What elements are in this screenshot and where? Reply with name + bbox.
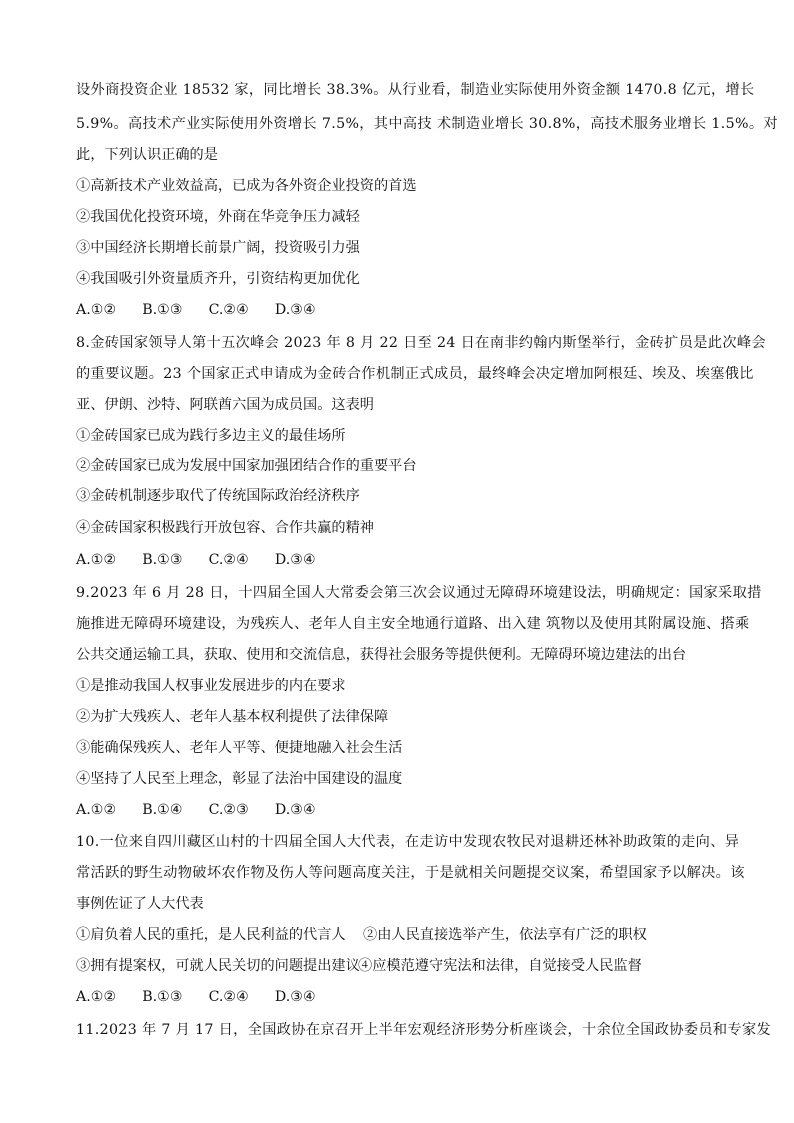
question-stem: 亚、伊朗、沙特、阿联酋六国为成员国。这表明 (76, 397, 374, 413)
option-statement: ①是推动我国人权事业发展进步的内在要求 (76, 678, 346, 694)
paragraph-line: 设外商投资企业 18532 家，同比增长 38.3%。从行业看，制造业实际使用外资金额 1470.8 亿元，增长 (76, 82, 755, 98)
option-statement: ②为扩大残疾人、老年人基本权利提供了法律保障 (76, 709, 389, 725)
option-statement: ④金砖国家积极践行开放包容、合作共赢的精神 (76, 520, 374, 536)
option-statement: ②金砖国家已成为发展中国家加强团结合作的重要平台 (76, 458, 417, 474)
option-statement: ②由人民直接选举产生，依法享有广泛的职权 (363, 927, 647, 943)
question-stem: 事例佐证了人大代表 (76, 896, 204, 912)
answer-choice: D.③④ (274, 989, 316, 1005)
answer-choice: D.③④ (274, 552, 316, 568)
option-statement: ③能确保残疾人、老年人平等、便捷地融入社会生活 (76, 740, 403, 756)
answer-choice: B.①③ (142, 989, 183, 1005)
answer-choice: C.②③ (208, 802, 249, 818)
option-statement: ③拥有提案权，可就人民关切的问题提出建议 (76, 958, 360, 974)
answer-choices-q9 (76, 800, 316, 820)
question-10-line: 10.一位来自四川藏区山村的十四届全国人大代表，在走访中发现农牧民对退耕还林补助政策的走向、异 (76, 834, 740, 850)
answer-choices-q8 (76, 550, 316, 570)
answer-choice: B.①④ (142, 802, 183, 818)
option-statement: ④坚持了人民至上理念，彰显了法治中国建设的温度 (76, 771, 403, 787)
answer-choice: D.③④ (274, 802, 316, 818)
option-statement: ①高新技术产业效益高，已成为各外资企业投资的首选 (76, 178, 417, 194)
option-statement: ④我国吸引外资量质齐升，引资结构更加优化 (76, 271, 360, 287)
answer-choice: C.②④ (208, 302, 249, 318)
option-statement: ③中国经济长期增长前景广阔，投资吸引力强 (76, 240, 360, 256)
answer-choices-q10 (76, 987, 316, 1007)
question-9-line: 9.2023 年 6 月 28 日，十四届全国人大常委会第三次会议通过无障碍环境建设法，明确规定：国家采取措 (76, 585, 762, 601)
option-statement: ②我国优化投资环境，外商在华竞争压力减轻 (76, 209, 360, 225)
option-statement: ③金砖机制逐步取代了传统国际政治经济秩序 (76, 488, 360, 504)
answer-choice: A.①② (76, 302, 117, 318)
question-11-line: 11.2023 年 7 月 17 日，全国政协在京召开上半年宏观经济形势分析座谈会，十余位全国政协委员和专家发 (76, 1022, 772, 1038)
option-statement-pair (76, 925, 647, 945)
answer-choice: A.①② (76, 802, 117, 818)
option-statement: ①金砖国家已成为践行多边主义的最佳场所 (76, 428, 346, 444)
option-statement: ①肩负着人民的重托，是人民利益的代言人 (76, 927, 346, 943)
question-stem: 此，下列认识正确的是 (76, 147, 218, 163)
answer-choice: A.①② (76, 552, 117, 568)
option-statement-pair (76, 956, 642, 976)
answer-choice: C.②④ (208, 552, 249, 568)
answer-choice: C.②④ (208, 989, 249, 1005)
answer-choices-q7 (76, 300, 316, 320)
paragraph-line: 公共交通运输工具，获取、使用和交流信息，获得社会服务等提供便利。无障碍环境边建法的出台 (76, 647, 687, 663)
option-statement: ④应模范遵守宪法和法律，自觉接受人民监督 (358, 958, 642, 974)
answer-choice: B.①③ (142, 302, 183, 318)
question-8-line: 8.金砖国家领导人第十五次峰会 2023 年 8 月 22 日至 24 日在南非约翰内斯堡举行，金砖扩员是此次峰会 (76, 335, 766, 351)
answer-choice: A.①② (76, 989, 117, 1005)
answer-choice: D.③④ (274, 302, 316, 318)
paragraph-line: 施推进无障碍环境建设，为残疾人、老年人自主安全地通行道路、出入建 筑物以及使用其附属设施、搭乘 (76, 616, 750, 632)
paragraph-line: 的重要议题。23 个国家正式申请成为金砖合作机制正式成员，最终峰会决定增加阿根廷、埃及、埃塞俄比 (76, 366, 754, 382)
paragraph-line: 常活跃的野生动物破坏农作物及伤人等问题高度关注，于是就相关问题提交议案，希望国家予以解决。该 (76, 865, 745, 881)
answer-choice: B.①③ (142, 552, 183, 568)
paragraph-line: 5.9%。高技术产业实际使用外资增长 7.5%，其中高技 术制造业增长 30.8%，高技术服务业增长 1.5%。对 (76, 116, 778, 132)
